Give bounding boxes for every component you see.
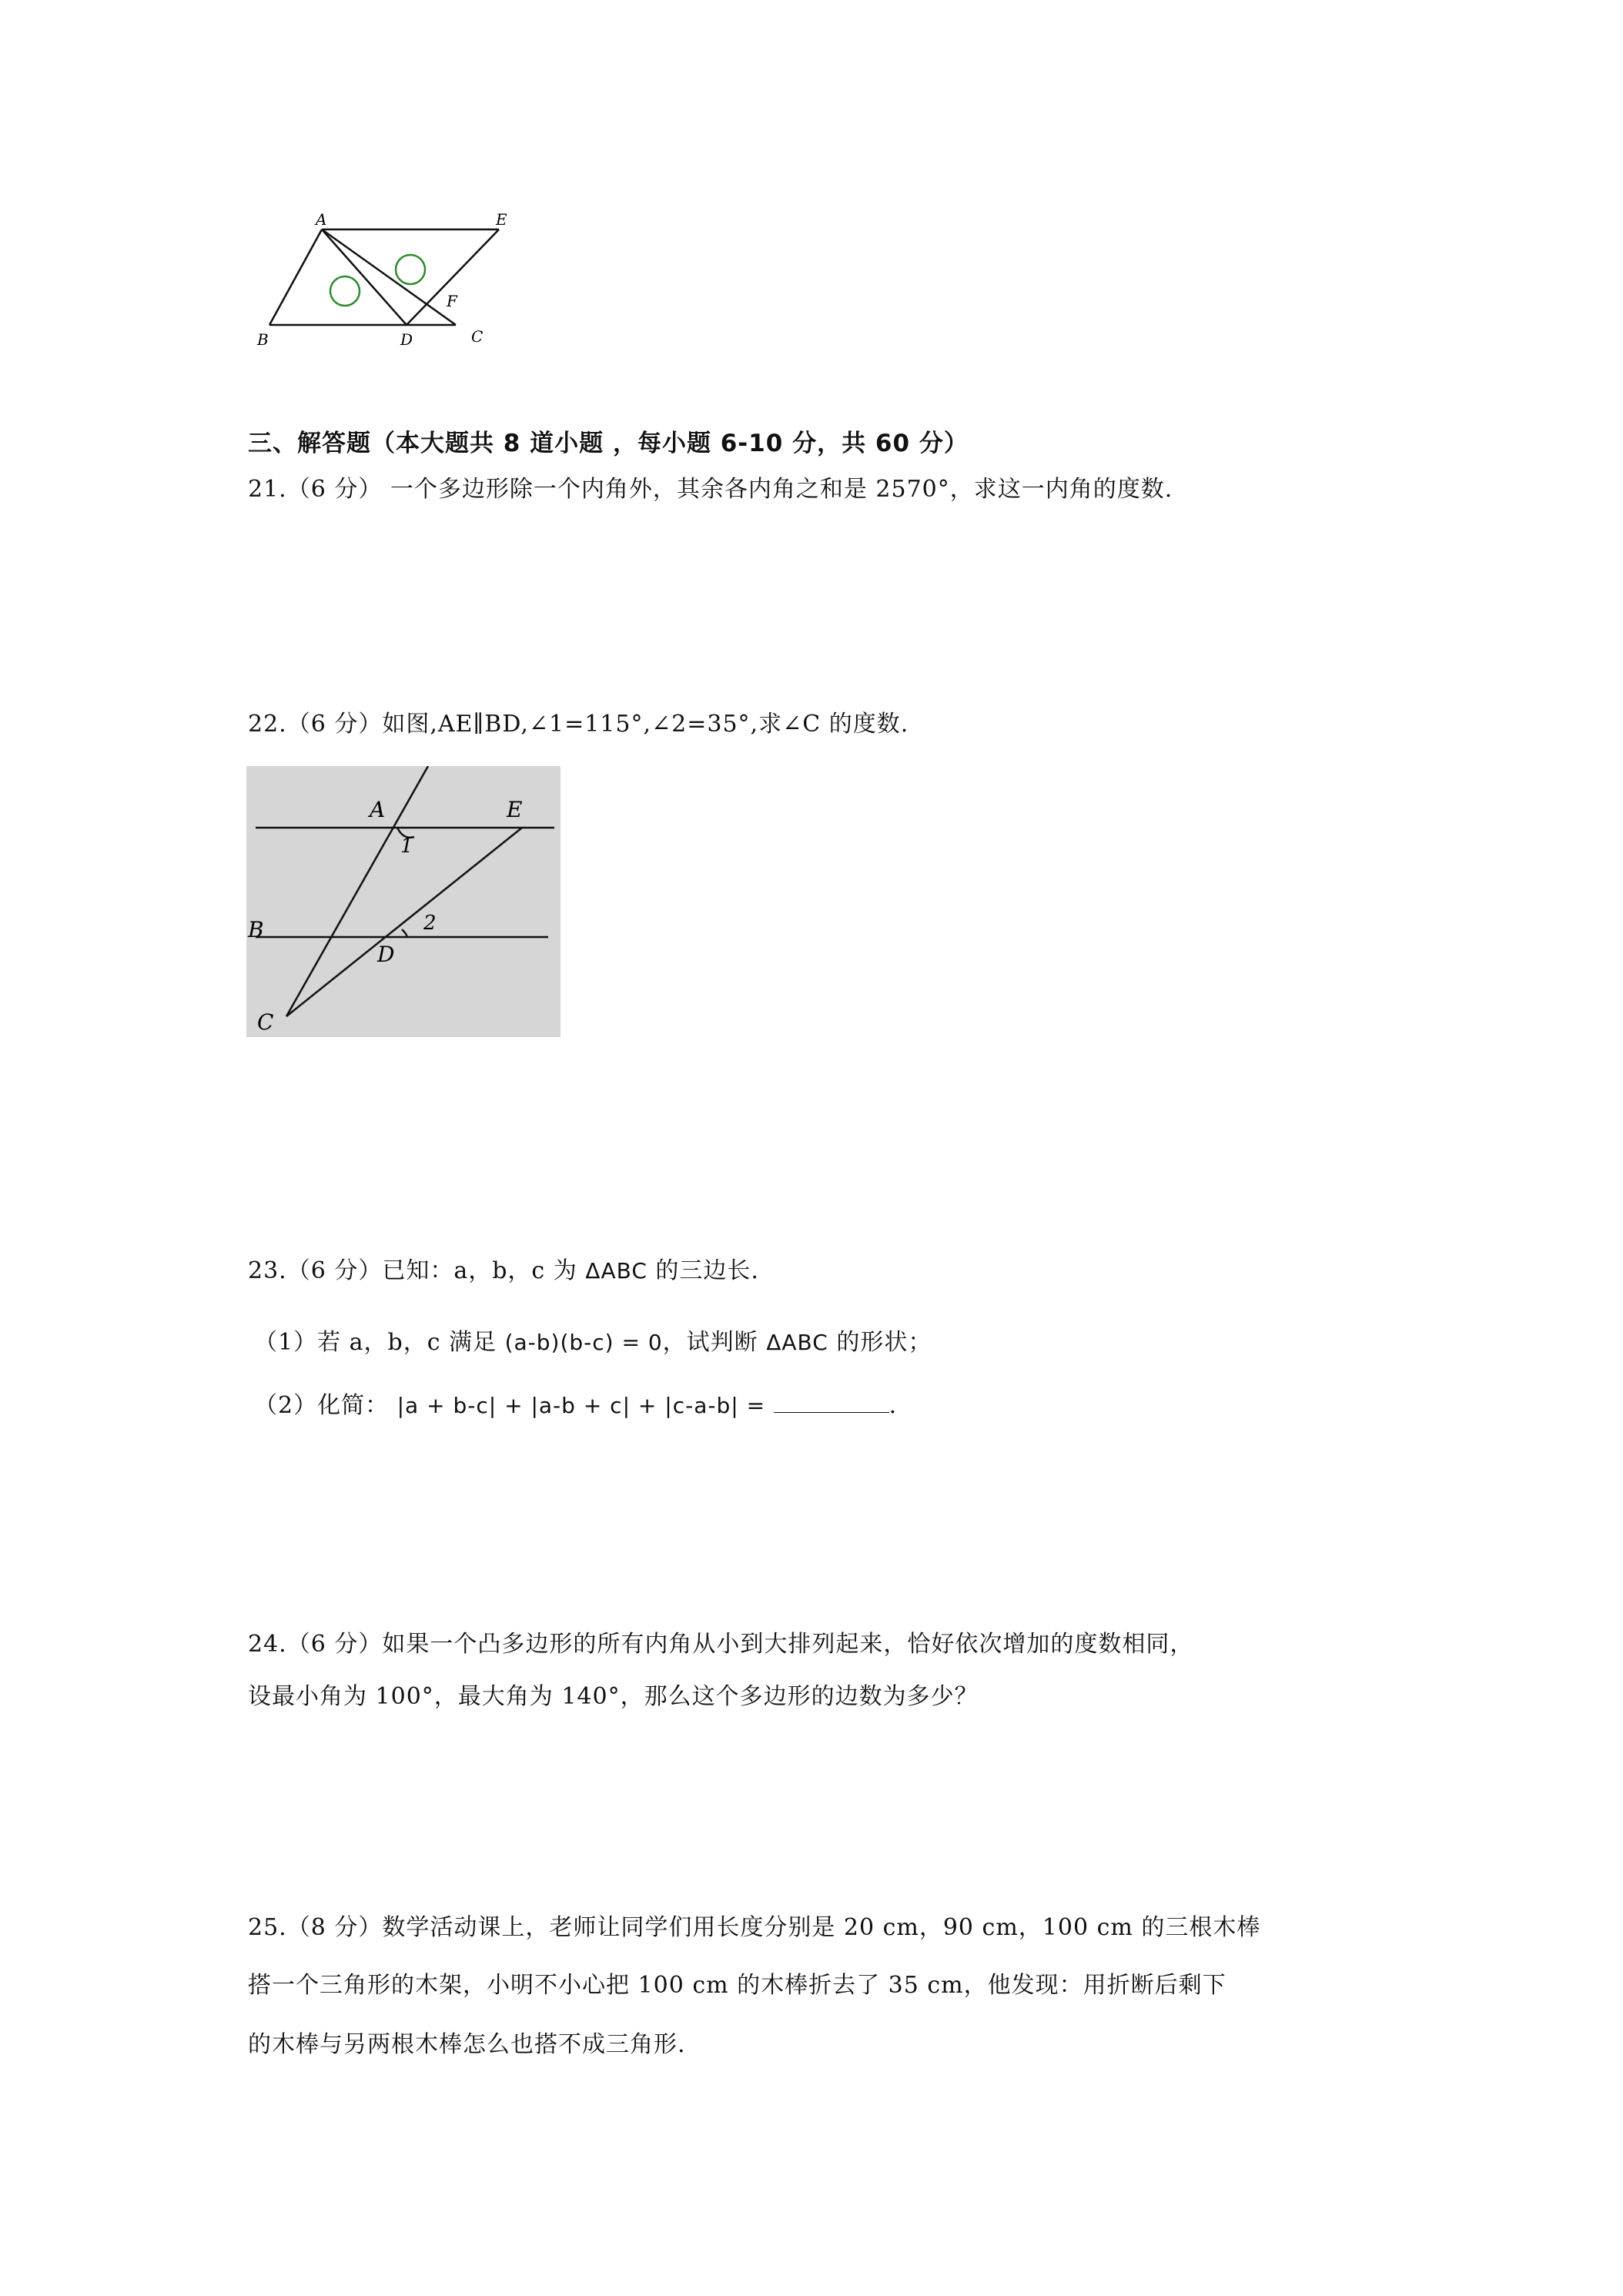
label-d: D xyxy=(377,942,395,967)
label-a: A xyxy=(316,210,327,229)
question-24-line-2: 设最小角为 100°，最大角为 140°，那么这个多边形的边数为多少？ xyxy=(248,1683,979,1710)
q23-p1-a: （1）若 a，b，c 满足 xyxy=(254,1329,505,1356)
q23-p1-b: ，试判断 xyxy=(662,1329,767,1356)
segment-ed xyxy=(407,229,499,325)
q23-stem-b: 的三边长. xyxy=(647,1257,759,1284)
question-25-line-2: 搭一个三角形的木架，小明不小心把 100 cm 的木棒折去了 35 cm，他发现：用折断后剩下 xyxy=(248,1972,1226,1999)
label-e: E xyxy=(507,797,523,822)
answer-blank[interactable] xyxy=(774,1394,889,1413)
question-25-line-1: 25.（8 分）数学活动课上，老师让同学们用长度分别是 20 cm，90 cm，100 cm 的三根木棒 xyxy=(248,1914,1261,1941)
figure-1-geometry xyxy=(254,208,531,354)
label-a: A xyxy=(370,797,386,822)
label-1: 1 xyxy=(400,835,413,858)
question-23-part-1 xyxy=(254,1323,932,1357)
q23-p1-c: 的形状； xyxy=(828,1329,932,1356)
segment-ab xyxy=(269,229,322,325)
question-25-line-3: 的木棒与另两根木棒怎么也搭不成三角形. xyxy=(248,2031,686,2058)
question-22: 22.（6 分）如图,AE∥BD,∠1=115°,∠2=35°,求∠C 的度数. xyxy=(248,711,909,738)
label-b: B xyxy=(257,330,269,349)
label-b: B xyxy=(248,917,264,942)
section-heading: 三、解答题（本大题共 8 道小题 ，每小题 6-10 分，共 60 分） xyxy=(248,430,969,457)
label-2: 2 xyxy=(423,912,437,935)
label-f: F xyxy=(447,292,457,310)
circle-marker-right xyxy=(396,255,425,284)
label-c: C xyxy=(257,1009,274,1035)
q23-stem-math: ΔABC xyxy=(585,1258,648,1284)
q23-p1-math2: ΔABC xyxy=(766,1330,828,1355)
q23-stem-a: 23.（6 分）已知：a，b，c 为 xyxy=(248,1257,586,1284)
figure-2-geometry xyxy=(246,766,561,1037)
circle-marker-left xyxy=(330,276,360,306)
q23-p2-math: |a + b-c| + |a-b + c| + |c-a-b| = xyxy=(397,1393,766,1418)
label-d: D xyxy=(400,330,413,349)
label-e: E xyxy=(496,210,507,229)
q23-p1-math: (a-b)(b-c) = 0 xyxy=(504,1330,663,1355)
q23-p2-a: （2）化简： xyxy=(254,1392,397,1419)
question-24-line-1: 24.（6 分）如果一个凸多边形的所有内角从小到大排列起来，恰好依次增加的度数相同， xyxy=(248,1631,1194,1658)
segment-ad xyxy=(322,229,407,325)
q23-p2-end: . xyxy=(888,1392,898,1419)
question-23-stem xyxy=(248,1251,759,1285)
question-23-part-2 xyxy=(254,1386,897,1420)
question-21: 21.（6 分） 一个多边形除一个内角外，其余各内角之和是 2570°，求这一内角的度数. xyxy=(248,476,1173,503)
label-c: C xyxy=(471,327,484,346)
